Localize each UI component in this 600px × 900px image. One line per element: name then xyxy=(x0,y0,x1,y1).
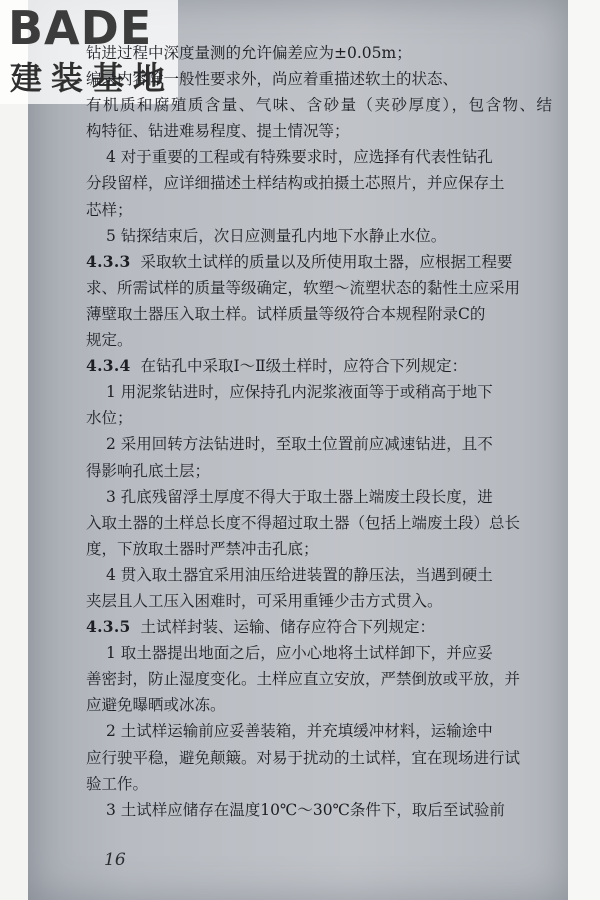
text-line: 芯样； xyxy=(86,200,133,219)
text-line: 应避免曝晒或冰冻。 xyxy=(86,696,226,715)
list-item: 4 对于重要的工程或有特殊要求时，应选择有代表性钻孔 xyxy=(106,148,493,167)
text-line: 度，下放取土器时严禁冲击孔底； xyxy=(86,539,319,558)
text-line: 夹层且人工压入困难时，可采用重锤少击方式贯入。 xyxy=(86,591,443,610)
page-number: 16 xyxy=(104,850,126,870)
section-number: 4.3.4 xyxy=(86,356,131,376)
list-item: 1 用泥浆钻进时，应保持孔内泥浆液面等于或稍高于地下 xyxy=(106,383,493,402)
watermark-brand: BADE xyxy=(8,1,153,55)
list-item: 1 取土器提出地面之后，应小心地将土试样卸下，并应妥 xyxy=(106,644,493,663)
text-line: 编录内容除一般性要求外，尚应着重描述软土的状态、 xyxy=(86,70,459,89)
text-line: 构特征、钻进难易程度、提土情况等； xyxy=(86,122,350,141)
text-line: 验工作。 xyxy=(86,774,149,793)
page-margin xyxy=(568,0,600,900)
text-line: 得影响孔底土层； xyxy=(86,461,211,480)
text-line: 钻进过程中深度量测的允许偏差应为±0.05m； xyxy=(86,44,412,62)
document-body xyxy=(86,40,552,823)
text-line: 应行驶平稳，避免颠簸。对易于扰动的土试样，宜在现场进行试 xyxy=(86,748,521,767)
list-item: 5 钻探结束后，次日应测量孔内地下水静止水位。 xyxy=(106,226,447,245)
clause-4-3-5: 4.3.5 土试样封装、运输、储存应符合下列规定： xyxy=(86,617,436,637)
list-item: 3 孔底残留浮土厚度不得大于取土器上端废土段长度，进 xyxy=(106,487,493,506)
text-line: 分段留样，应详细描述土样结构或拍摄土芯照片，并应保存土 xyxy=(86,174,505,193)
text-line: 善密封，防止湿度变化。土样应直立安放，严禁倒放或平放，并 xyxy=(86,670,521,689)
text-line: 入取土器的土样总长度不得超过取土器（包括上端废土段）总长 xyxy=(86,513,521,532)
text-line: 求、所需试样的质量等级确定，软塑～流塑状态的黏性土应采用 xyxy=(86,278,521,297)
list-item: 4 贯入取土器宜采用油压给进装置的静压法，当遇到硬土 xyxy=(106,565,493,584)
text-line: 薄壁取土器压入取土样。试样质量等级符合本规程附录C的 xyxy=(86,304,486,323)
clause-4-3-4: 4.3.4 在钻孔中采取Ⅰ～Ⅱ级土样时，应符合下列规定： xyxy=(86,356,468,376)
clause-4-3-3: 4.3.3 采取软土试样的质量以及所使用取土器，应根据工程要 xyxy=(86,251,513,271)
text-line: 规定。 xyxy=(86,331,133,350)
watermark-subtitle: 建装基地 xyxy=(10,59,175,97)
text-line: 有机质和腐殖质含量、气味、含砂量（夹砂厚度），包含物、结 xyxy=(86,96,552,115)
list-item: 2 采用回转方法钻进时，至取土位置前应减速钻进，且不 xyxy=(106,435,493,454)
list-item: 3 土试样应储存在温度10℃～30℃条件下，取后至试验前 xyxy=(106,800,505,819)
section-number: 4.3.3 xyxy=(86,251,131,271)
section-number: 4.3.5 xyxy=(86,617,131,637)
text-line: 水位； xyxy=(86,409,133,428)
list-item: 2 土试样运输前应妥善装箱，并充填缓冲材料，运输途中 xyxy=(106,722,493,741)
